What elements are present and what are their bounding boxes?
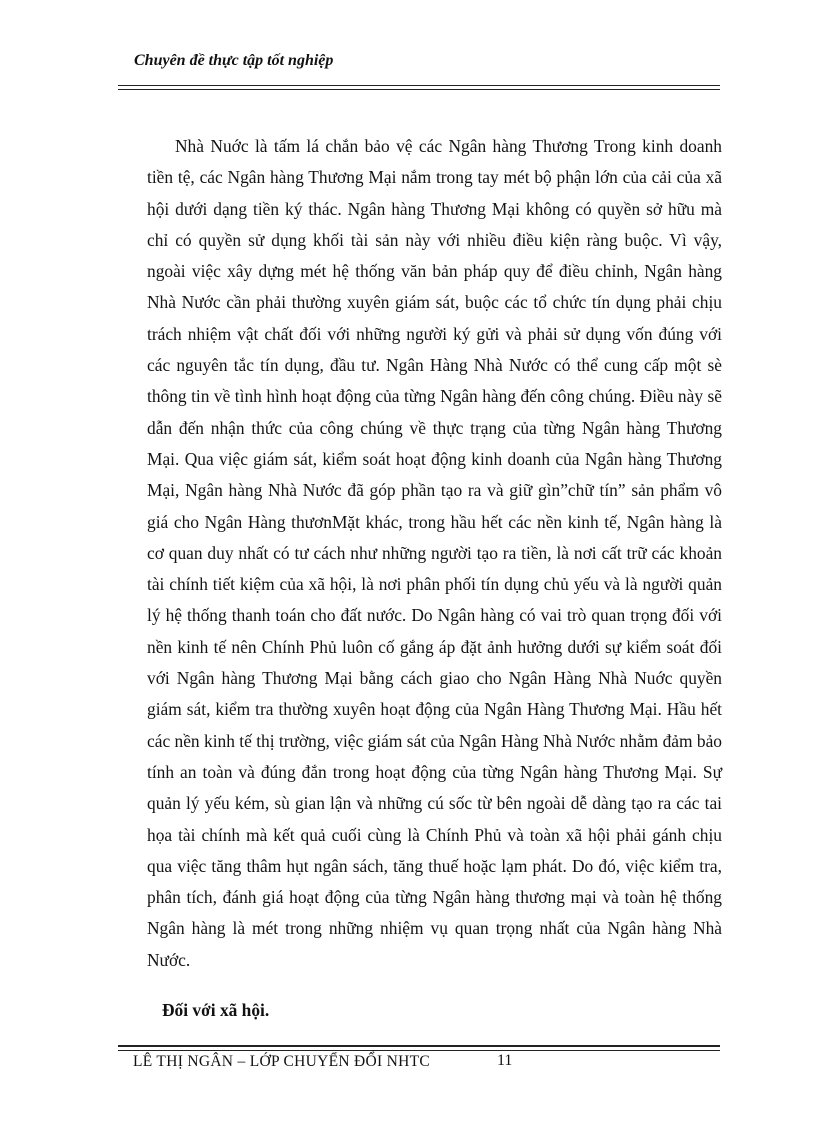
footer-rule-top bbox=[118, 1045, 720, 1047]
header-title: Chuyên đề thực tập tốt nghiệp bbox=[134, 52, 334, 69]
page-number: 11 bbox=[497, 1052, 513, 1069]
footer-author: LÊ THỊ NGÂN – LỚP CHUYỂN ĐỔI NHTC bbox=[133, 1053, 431, 1070]
footer-rule-bottom bbox=[118, 1050, 720, 1051]
header-rule-bottom bbox=[118, 89, 720, 90]
header-rule-top bbox=[118, 85, 720, 86]
section-heading: Đối với xã hội. bbox=[162, 1000, 270, 1020]
body-paragraph: Nhà Nuớc là tấm lá chắn bảo vệ các Ngân hàng Thương Trong kinh doanh tiền tệ, các Ngân hàng Thương Mại nắm trong tay mét bộ phận lớn của cải của xã hội dưới dạng tiền ký thác. Ngân hàng Thương Mại không có quyền sở hữu mà chỉ có quyền sử dụng khối tài sản này với nhiều điều kiện ràng buộc. Vì vậy, ngoài việc xây dựng mét hệ thống văn bản pháp quy để điều chỉnh, Ngân hàng Nhà Nước cần phải thường xuyên giám sát, buộc các tổ chức tín dụng phải chịu trách nhiệm vật chất đối với những người ký gửi và phải sử dụng vốn đúng với các nguyên tắc tín dụng, đầu tư. Ngân Hàng Nhà Nước có thể cung cấp một sè thông tin về tình hình hoạt động của từng Ngân hàng đến công chúng. Điều này sẽ dẫn đến nhận thức của công chúng về thực trạng của từng Ngân hàng Thương Mại. Qua việc giám sát, kiểm soát hoạt động kinh doanh của Ngân hàng Thương Mại, Ngân hàng Nhà Nước đã góp phần tạo ra và giữ gìn”chữ tín” sản phẩm vô giá cho Ngân Hàng thươnMặt khác, trong hầu hết các nền kinh tế, Ngân hàng là cơ quan duy nhất có tư cách như những người tạo ra tiền, là nơi cất trữ các khoản tài chính tiết kiệm của xã hội, là nơi phân phối tín dụng chủ yếu và là người quản lý hệ thống thanh toán cho đất nước. Do Ngân hàng có vai trò quan trọng đối với nền kinh tế nên Chính Phủ luôn cố gắng áp đặt ảnh hưởng dưới sự kiểm soát đối với Ngân hàng Thương Mại bằng cách giao cho Ngân Hàng Nhà Nuớc quyền giám sát, kiểm tra thường xuyên hoạt động của Ngân Hàng Thương Mại. Hầu hết các nền kinh tế thị trường, việc giám sát của Ngân Hàng Nhà Nước nhằm đảm bảo tính an toàn và đúng đắn trong hoạt động của từng Ngân hàng Thương Mại. Sự quản lý yếu kém, sù gian lận và những cú sốc từ bên ngoài dễ dàng tạo ra các tai họa tài chính mà kết quả cuối cùng là Chính Phủ và toàn xã hội phải gánh chịu qua việc tăng thâm hụt ngân sách, tăng thuế hoặc lạm phát. Do đó, việc kiểm tra, phân tích, đánh giá hoạt động của từng Ngân hàng thương mại và toàn hệ thống Ngân hàng là mét trong những nhiệm vụ quan trọng nhất của Ngân hàng Nhà Nước. bbox=[147, 136, 722, 970]
